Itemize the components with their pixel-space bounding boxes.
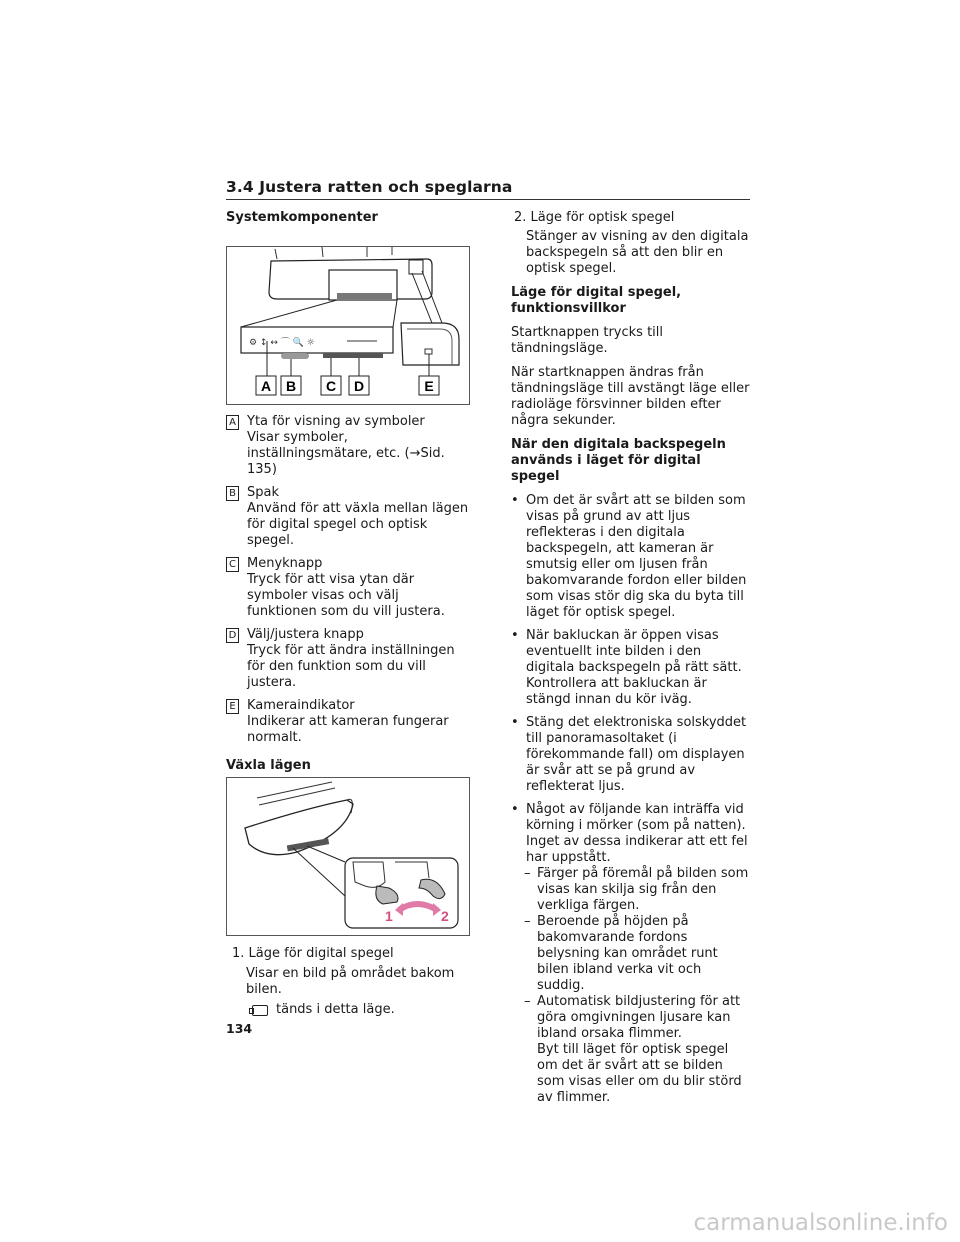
figure-mirror-components [226,246,470,405]
bullet-text: Något av följande kan inträffa vid körning i mörker (som på natten). Inget av dessa indikerar att ett fel har uppstått. [526,802,748,865]
fig-label-e: E [424,378,434,394]
dash-text: Beroende på höjden på bakomvarande fordons belysning kan området runt bilen ibland verka vit och suddig. [537,914,718,993]
fig-label-d: D [353,378,365,394]
watermark: carmanualsonline.info [693,1210,948,1236]
item-key: E [226,699,239,714]
item-title: Kameraindikator [247,698,355,713]
list-item: – Färger på föremål på bilden som visas kan skilja sig från den verkliga färgen. [524,866,751,914]
item-title: Välj/justera knapp [247,627,364,642]
mode-digital-section [232,946,472,1018]
list-item: • Något av följande kan inträffa vid körning i mörker (som på natten). Inget av dessa indikerar att ett fel har uppstått. [511,802,751,866]
section-title: 3.4 Justera ratten och speglarna [226,178,513,196]
item-key: D [226,628,239,643]
bullet-text: Stäng det elektroniska solskyddet till panoramasoltaket (i förekommande fall) om displayen är svår att se på grund av reflekterat ljus. [526,715,747,794]
bullet-text: När bakluckan är öppen visas eventuellt inte bilden i den digitala backspegeln på rätt sätt. Kontrollera att bakluckan är stängd innan du kör iväg. [526,628,742,707]
mode1-title: 1. Läge för digital spegel [232,946,394,961]
item-desc: Visar symboler, inställningsmätare, etc. (→Sid. 135) [247,430,445,477]
heading-conditions: Läge för digital spegel, funktionsvillkor [511,285,682,316]
heading-digital-use: När den digitala backspegeln används i läget för digital spegel [511,437,726,484]
list-item [226,556,471,620]
header-divider [226,199,750,200]
right-column [511,210,751,1106]
mirror-illustration [227,247,469,404]
heading-switch-modes: Växla lägen [226,758,311,773]
conditions-p1: Startknappen trycks till tändningsläge. [511,325,664,356]
mode2-title: 2. Läge för optisk spegel [514,210,675,225]
mode1-icon-text: tänds i detta läge. [276,1002,395,1017]
dash-extra: Byt till läget för optisk spegel om det är svårt att se bilden som visas eller om du blir störd av flimmer. [537,1042,742,1105]
figure-letter-labels [256,376,439,395]
item-desc: Tryck för att visa ytan där symboler visas och välj funktionen som du vill justera. [247,572,445,619]
camera-indicator-icon [252,1005,268,1016]
heading-system-components: Systemkomponenter [226,210,378,225]
item-desc: Indikerar att kameran fungerar normalt. [247,714,449,745]
list-item: • Stäng det elektroniska solskyddet till panoramasoltaket (i förekommande fall) om displayen är svår att se på grund av reflekterat ljus. [511,715,751,795]
components-list [226,414,471,832]
item-title: Menyknapp [247,556,323,571]
mirror-lever-illustration [227,778,469,935]
mode1-desc: Visar en bild på området bakom bilen. [246,966,455,997]
item-title: Spak [247,485,279,500]
svg-text:⚙ ↕ ↔ ⌒ 🔍 ☼: ⚙ ↕ ↔ ⌒ 🔍 ☼ [249,338,315,348]
lever-label-2: 2 [441,908,449,924]
item-title: Yta för visning av symboler [247,414,425,429]
dash-list [511,866,751,1106]
dash-text: Färger på föremål på bilden som visas kan skilja sig från den verkliga färgen. [537,866,749,913]
list-item [226,414,471,478]
fig-label-c: C [325,378,337,394]
fig-label-b: B [285,378,297,394]
list-item: • När bakluckan är öppen visas eventuellt inte bilden i den digitala backspegeln på rätt sätt. Kontrollera att bakluckan är stängd innan du kör iväg. [511,628,751,708]
item-key: A [226,415,239,430]
item-key: B [226,486,239,501]
item-key: C [226,557,239,572]
dash-text: Automatisk bildjustering för att göra omgivningen ljusare kan ibland orsaka flimmer. [537,994,741,1041]
lever-label-1: 1 [385,908,393,924]
list-item: – Beroende på höjden på bakomvarande fordons belysning kan området runt bilen ibland verka vit och suddig. [524,914,751,994]
figure-mirror-lever [226,777,470,936]
conditions-p2: När startknappen ändras från tändningsläge till avstängt läge eller radioläge försvinner bilden efter några sekunder. [511,365,750,428]
list-item: • Om det är svårt att se bilden som visas på grund av att ljus reflekteras i den digitala backspegeln, att kameran är smutsig eller om ljusen från bakomvarande fordon eller bilden som visas stör dig ska du byta till läget för optisk spegel. [511,493,751,621]
list-item [226,698,471,746]
fig-label-a: A [260,378,272,394]
item-desc: Använd för att växla mellan lägen för digital spegel och optisk spegel. [247,501,469,548]
mode1-icon-line [232,1002,472,1018]
bullet-text: Om det är svårt att se bilden som visas på grund av att ljus reflekteras i den digitala backspegeln, att kameran är smutsig eller om ljusen från bakomvarande fordon eller bilden som visas stör dig ska du byta till läget för optisk spegel. [526,493,747,620]
left-column [226,210,476,239]
mode2-desc: Stänger av visning av den digitala backspegeln så att den blir en optisk spegel. [526,229,749,276]
page-number: 134 [226,1021,253,1036]
list-item: – Automatisk bildjustering för att göra omgivningen ljusare kan ibland orsaka flimmer. [524,994,751,1042]
list-item [226,485,471,549]
item-desc: Tryck för att ändra inställningen för den funktion som du vill justera. [247,643,455,690]
list-item [226,627,471,691]
